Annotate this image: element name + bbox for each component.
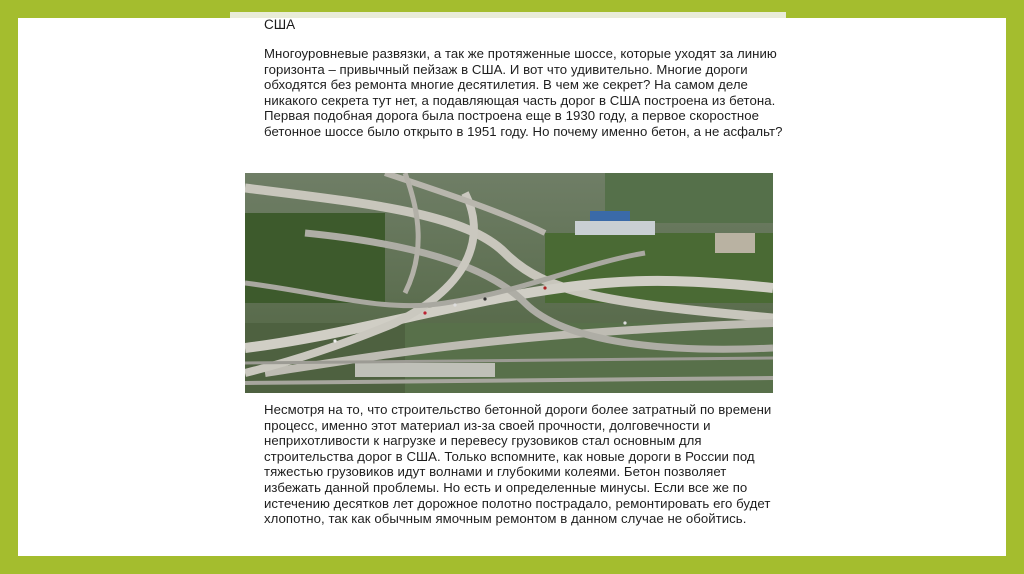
intro-paragraph: Многоуровневые развязки, а так же протяженные шоссе, которые уходят за линию горизонта – привычный пейзаж в США. И вот что удивительно. Многие дороги обходятся без ремонта многие десятилетия. В чем же секрет? На самом деле никакого секрета тут нет, а подавляющая часть дорог в США построена из бетона. Первая подобная дорога была построена еще в 1930 году, а первое скоростное бетонное шоссе было открыто в 1951 году. Но почему именно бетон, а не асфальт? <box>264 46 783 139</box>
conclusion-paragraph: Несмотря на то, что строительство бетонной дороги более затратный по времени процесс, именно этот материал из-за своей прочности, долговечности и неприхотливости к нагрузке и перевесу грузовиков стал основным для строительства дорог в США. Только вспомните, как новые дороги в России под тяжестью грузовиков идут волнами и глубокими колеями. Бетон позволяет избежать данной проблемы. Но есть и определенные минусы. Если все же по истечению десятков лет дорожное полотно пострадало, ремонтировать его будет хлопотно, так как обычным ямочным ремонтом в данном случае не обойтись. <box>264 402 772 527</box>
page-top-edge <box>230 12 786 18</box>
page-heading: США <box>264 17 296 32</box>
highway-interchange-photo <box>245 173 773 393</box>
